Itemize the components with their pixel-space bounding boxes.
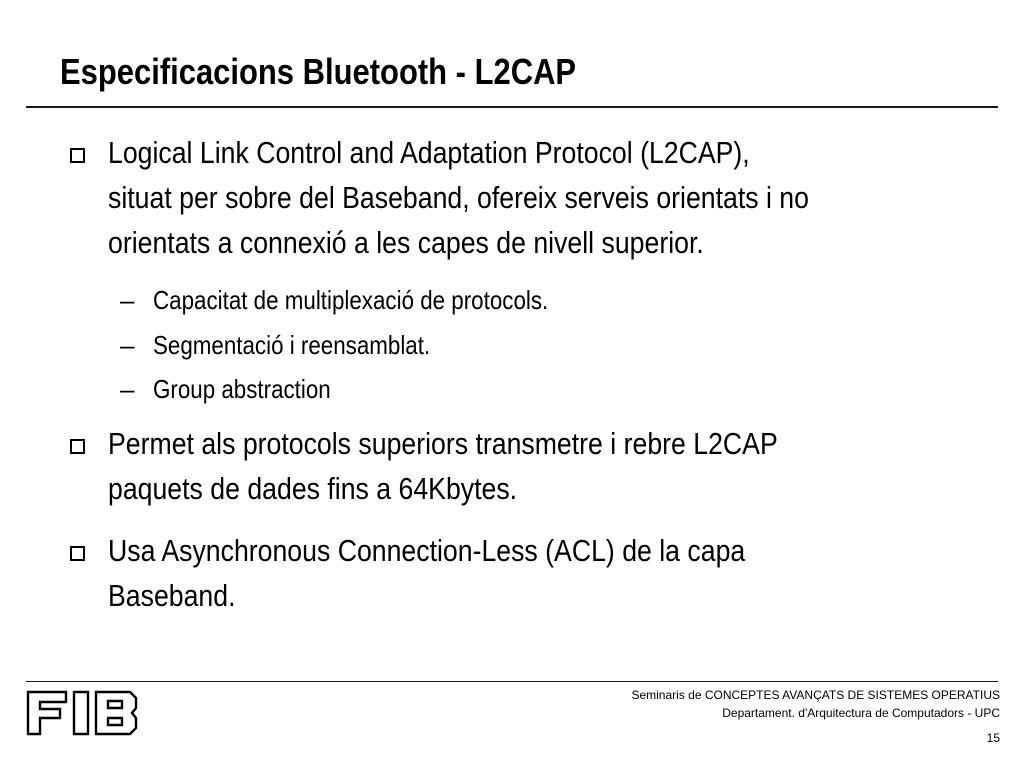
title-divider bbox=[26, 106, 998, 108]
bullet-line: Logical Link Control and Adaptation Protocol (L2CAP), bbox=[108, 135, 750, 170]
bullet-line: orientats a connexió a les capes de nivell superior. bbox=[108, 225, 704, 260]
dash-icon: – bbox=[120, 374, 135, 404]
sub-item-text: Group abstraction bbox=[153, 374, 331, 404]
bullet-text bbox=[108, 528, 745, 618]
footer-course: Seminaris de CONCEPTES AVANÇATS DE SISTEMES OPERATIUS bbox=[631, 688, 1000, 702]
bullet-text bbox=[108, 130, 809, 265]
dash-icon: – bbox=[120, 330, 135, 360]
sub-item-text: Segmentació i reensamblat. bbox=[153, 330, 431, 360]
sub-item bbox=[0, 325, 1024, 365]
bullet-line: paquets de dades fins a 64Kbytes. bbox=[108, 471, 518, 506]
sub-item bbox=[0, 369, 1024, 409]
sub-item bbox=[0, 280, 1024, 320]
bullet-line: Usa Asynchronous Connection-Less (ACL) de la capa bbox=[108, 533, 746, 568]
bullet-line: situat per sobre del Baseband, ofereix serveis orientats i no bbox=[108, 180, 809, 215]
bullet-line: Permet als protocols superiors transmetre i rebre L2CAP bbox=[108, 426, 778, 461]
slide-title: Especificacions Bluetooth - L2CAP bbox=[60, 51, 577, 92]
bullet-text bbox=[108, 421, 778, 511]
footer-divider bbox=[26, 681, 998, 682]
footer-department: Departament. d'Arquitectura de Computadors - UPC bbox=[722, 706, 1000, 720]
page-number: 15 bbox=[986, 731, 1000, 745]
fib-logo-icon bbox=[26, 690, 138, 736]
square-bullet-icon bbox=[70, 546, 85, 561]
dash-icon: – bbox=[120, 285, 135, 315]
square-bullet-icon bbox=[70, 439, 85, 454]
sub-item-text: Capacitat de multiplexació de protocols. bbox=[153, 285, 549, 315]
bullet-line: Baseband. bbox=[108, 578, 236, 613]
square-bullet-icon bbox=[70, 148, 85, 163]
